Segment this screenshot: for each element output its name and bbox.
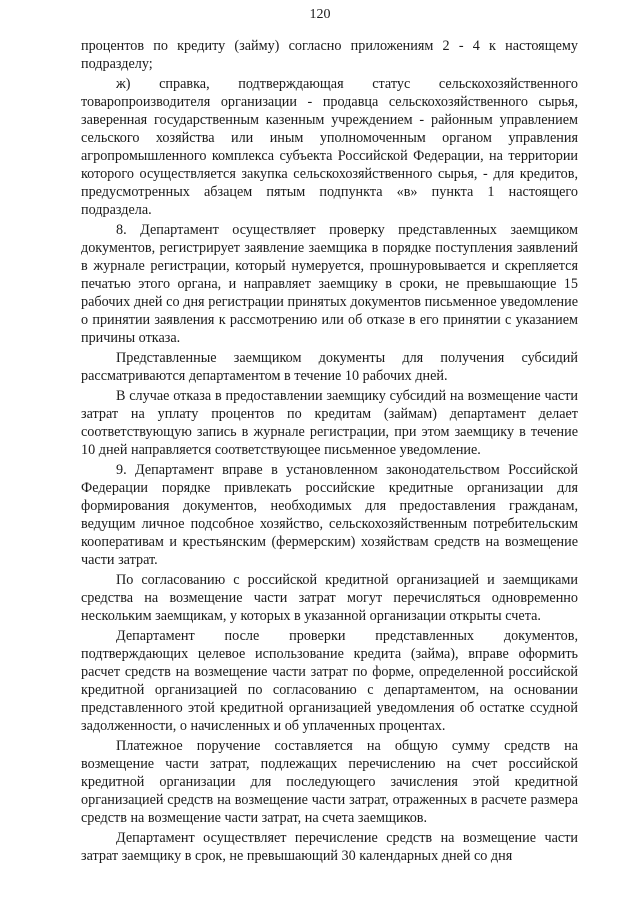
paragraph-calculation: Департамент после проверки представленных документов, подтверждающих целевое использование кредита (займа), вправе оформить расчет средств на возмещение части затрат по форме, определенной российской кредитной организацией по согласованию с департаментом, на основании представленного этой кредитной организацией уведомления об остатке ссудной задолженности, о начисленных и об уплаченных процентах. <box>81 628 578 734</box>
paragraph-transfer: Департамент осуществляет перечисление средств на возмещение части затрат заемщику в срок, не превышающий 30 календарных дней со дня <box>81 830 578 864</box>
paragraph-point-8: 8. Департамент осуществляет проверку представленных заемщиком документов, регистрирует заявление заемщика в порядке поступления заявлений в журнале регистрации, который нумеруется, прошнуровывается и скрепляется печатью этого органа, и направляет заемщику в сроки, не превышающие 15 рабочих дней со дня регистрации принятых документов письменное уведомление о принятии заявления к рассмотрению или об отказе в его принятии с указанием причины отказа. <box>81 222 578 346</box>
document-body <box>81 37 578 867</box>
paragraph-refusal: В случае отказа в предоставлении заемщику субсидий на возмещение части затрат на уплату процентов по кредитам (займам) департамент делает соответствующую запись в журнале регистрации, при этом заемщику в течение 10 дней направляется соответствующее письменное уведомление. <box>81 388 578 458</box>
paragraph-continuation: процентов по кредиту (займу) согласно приложениям 2 - 4 к настоящему подразделу; <box>81 38 578 72</box>
paragraph-payment-order: Платежное поручение составляется на общую сумму средств на возмещение части затрат, подлежащих перечислению на счет российской кредитной организации для последующего зачисления этой кредитной организацией средств на возмещение части затрат, отраженных в расчете размера средств на возмещение части затрат, на счета заемщиков. <box>81 738 578 826</box>
page-number: 120 <box>309 7 331 22</box>
paragraph-item-zh: ж) справка, подтверждающая статус сельскохозяйственного товаропроизводителя организации - продавца сельскохозяйственного сырья, заверенная государственным казенным учреждением - районным управлением сельского хозяйства или иным уполномоченным органом управления агропромышленного комплекса субъекта Российской Федерации, на территории которого осуществляется закупка сельскохозяйственного сырья, - для кредитов, предусмотренных абзацем пятым подпункта «в» пункта 1 настоящего подраздела. <box>81 76 578 218</box>
paragraph-point-9: 9. Департамент вправе в установленном законодательством Российской Федерации порядке привлекать российские кредитные организации для формирования документов, необходимых для предоставления гражданам, ведущим личное подсобное хозяйство, сельскохозяйственным потребительским кооперативам и крестьянским (фермерским) хозяйствам средств на возмещение части затрат. <box>81 462 578 568</box>
paragraph-review-period: Представленные заемщиком документы для получения субсидий рассматриваются департаментом в течение 10 рабочих дней. <box>81 350 578 384</box>
paragraph-agreement: По согласованию с российской кредитной организацией и заемщиками средства на возмещение части затрат могут перечисляться одновременно нескольким заемщикам, у которых в указанной организации открыты счета. <box>81 572 578 624</box>
